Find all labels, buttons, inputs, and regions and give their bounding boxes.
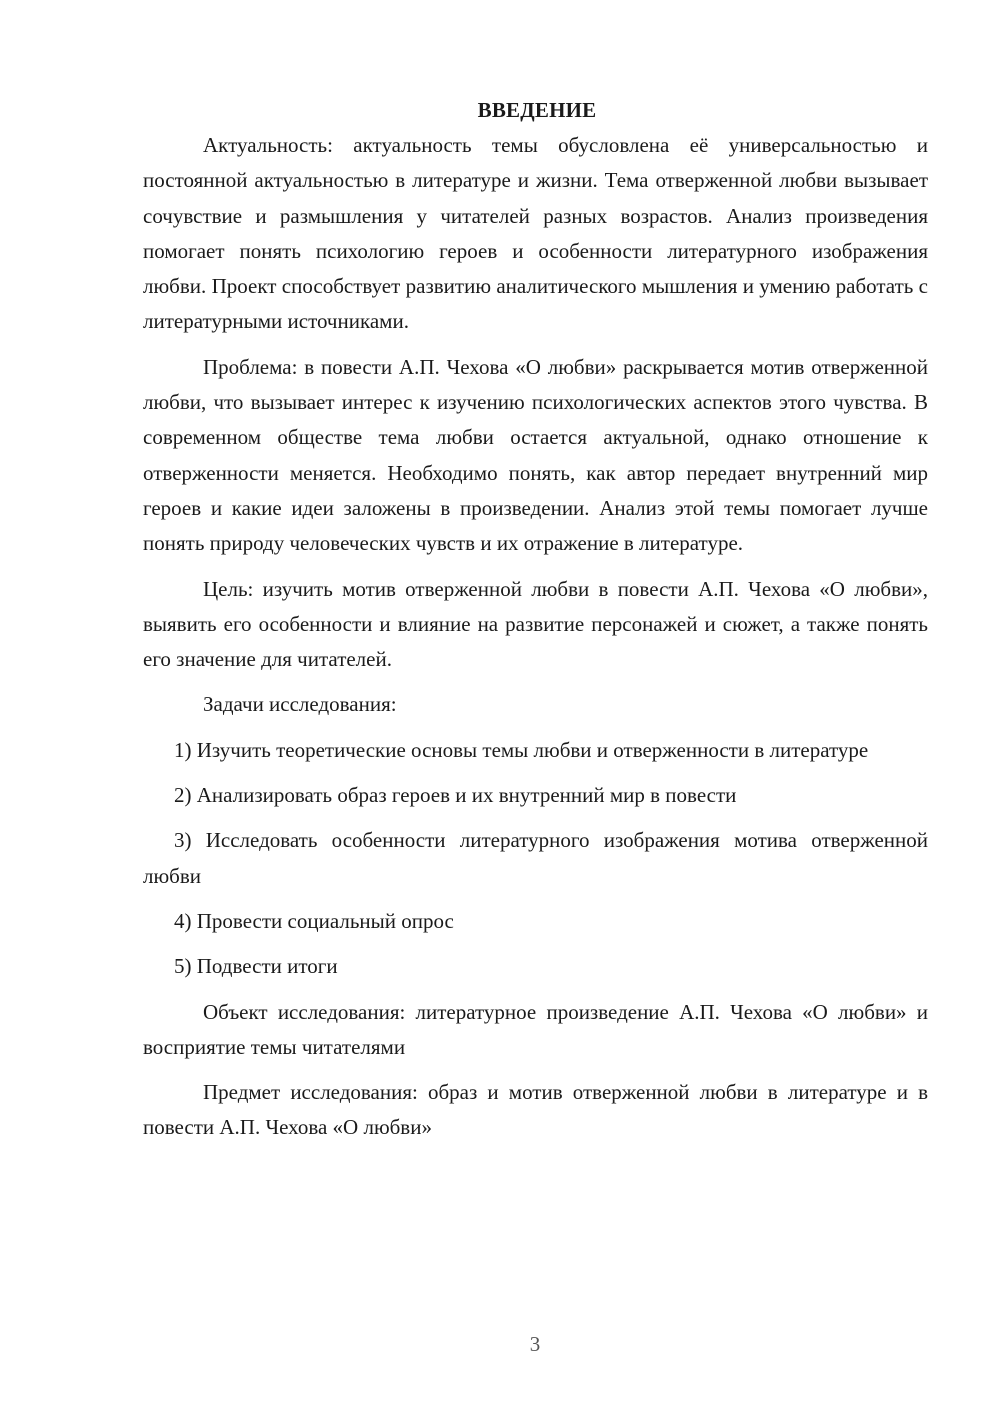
paragraph-relevance: Актуальность: актуальность темы обусловлена её универсальностью и постоянной актуальностью в литературе и жизни. Тема отверженной любви вызывает сочувствие и размышления у читателей разных возрастов. Анализ произведения помогает понять психологию героев и особенности литературного изображения любви. Проект способствует развитию аналитического мышления и умению работать с литературными источниками. [143, 133, 928, 334]
tasks-heading: Задачи исследования: [203, 692, 397, 717]
section-heading: ВВЕДЕНИЕ [477, 98, 597, 122]
paragraph-object: Объект исследования: литературное произведение А.П. Чехова «О любви» и восприятие темы читателями [143, 999, 928, 1059]
paragraph-goal: Цель: изучить мотив отверженной любви в повести А.П. Чехова «О любви», выявить его особенности и влияние на развитие персонажей и сюжет, а также понять его значение для читателей. [143, 576, 928, 672]
task-item-2: 2) Анализировать образ героев и их внутренний мир в повести [174, 783, 737, 808]
task-item-1: 1) Изучить теоретические основы темы любви и отверженности в литературе [174, 737, 869, 762]
task-item-5: 5) Подвести итоги [174, 954, 338, 979]
task-item-3: 3) Исследовать особенности литературного изображения мотива отверженной любви [143, 828, 928, 888]
document-body [143, 93, 928, 1156]
paragraph-subject: Предмет исследования: образ и мотив отверженной любви в литературе и в повести А.П. Чехова «О любви» [143, 1080, 928, 1140]
page-number: 3 [529, 1332, 541, 1356]
paragraph-problem: Проблема: в повести А.П. Чехова «О любви» раскрывается мотив отверженной любви, что вызывает интерес к изучению психологических аспектов этого чувства. В современном обществе тема любви остается актуальной, однако отношение к отверженности меняется. Необходимо понять, как автор передает внутренний мир героев и какие идеи заложены в произведении. Анализ этой темы помогает лучше понять природу человеческих чувств и их отражение в литературе. [143, 354, 928, 556]
task-item-4: 4) Провести социальный опрос [174, 908, 454, 933]
